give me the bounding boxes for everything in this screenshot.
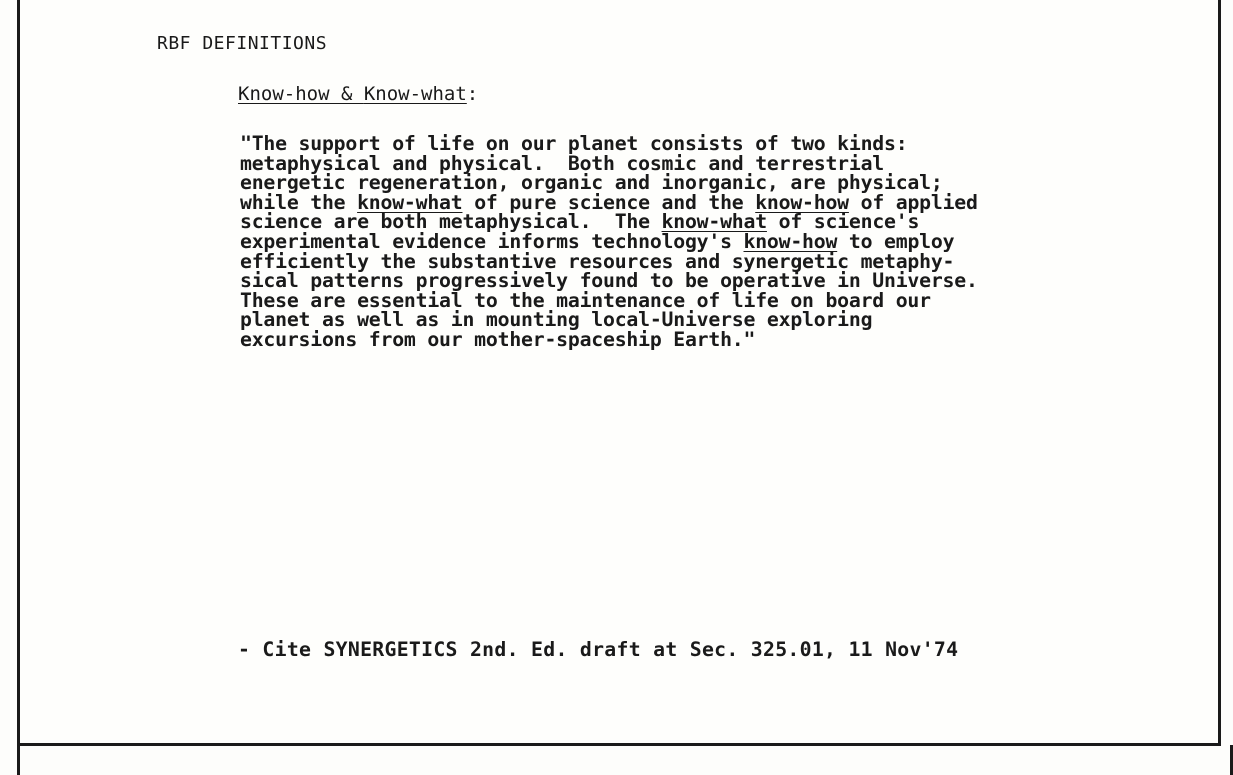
quote-text: sical patterns progressively found to be operative in Universe. [240,269,978,293]
citation: - Cite SYNERGETICS 2nd. Ed. draft at Sec. 325.01, 11 Nov'74 [238,638,959,661]
quote-line [240,327,1140,351]
quote-text: energetic regeneration, organic and inorganic, are physical; [240,171,943,195]
quote-text: efficiently the substantive resources and synergetic metaphy- [240,249,955,273]
quote-underlined-term: know-what [357,190,463,214]
quote-text: of applied [848,190,978,214]
quote-text: excursions from our mother-spaceship Earth." [240,327,756,351]
quote-text: These are essential to the maintenance of life on board our [240,288,931,312]
term-joiner: & [329,83,364,105]
quote-underlined-term: know-how [755,190,849,214]
quote-text: while the [240,190,358,214]
quote-text: "The support of life on our planet consists of two kinds: [240,132,908,155]
quote-text: of science's [766,210,920,234]
quote-text: metaphysical and physical. Both cosmic and terrestrial [240,151,885,175]
quote-underlined-term: know-how [743,229,838,253]
term-know-what: Know-what [363,83,467,105]
card-header: RBF DEFINITIONS [157,33,328,54]
quote-text: experimental evidence informs technology's [240,229,744,253]
quote-text: science are both metaphysical. The [240,210,662,234]
quote-text: to employ [837,229,955,253]
definition-term [238,83,478,105]
quote-text: planet as well as in mounting local-Universe exploring [240,308,873,332]
term-suffix: : [466,83,479,105]
next-card-edge [17,745,1233,775]
quote-underlined-term: know-what [661,210,767,234]
term-know-how: Know-how [238,83,330,105]
definition-quote [240,134,1140,350]
definition-card [17,0,1221,746]
quote-text: of pure science and the [462,190,756,214]
